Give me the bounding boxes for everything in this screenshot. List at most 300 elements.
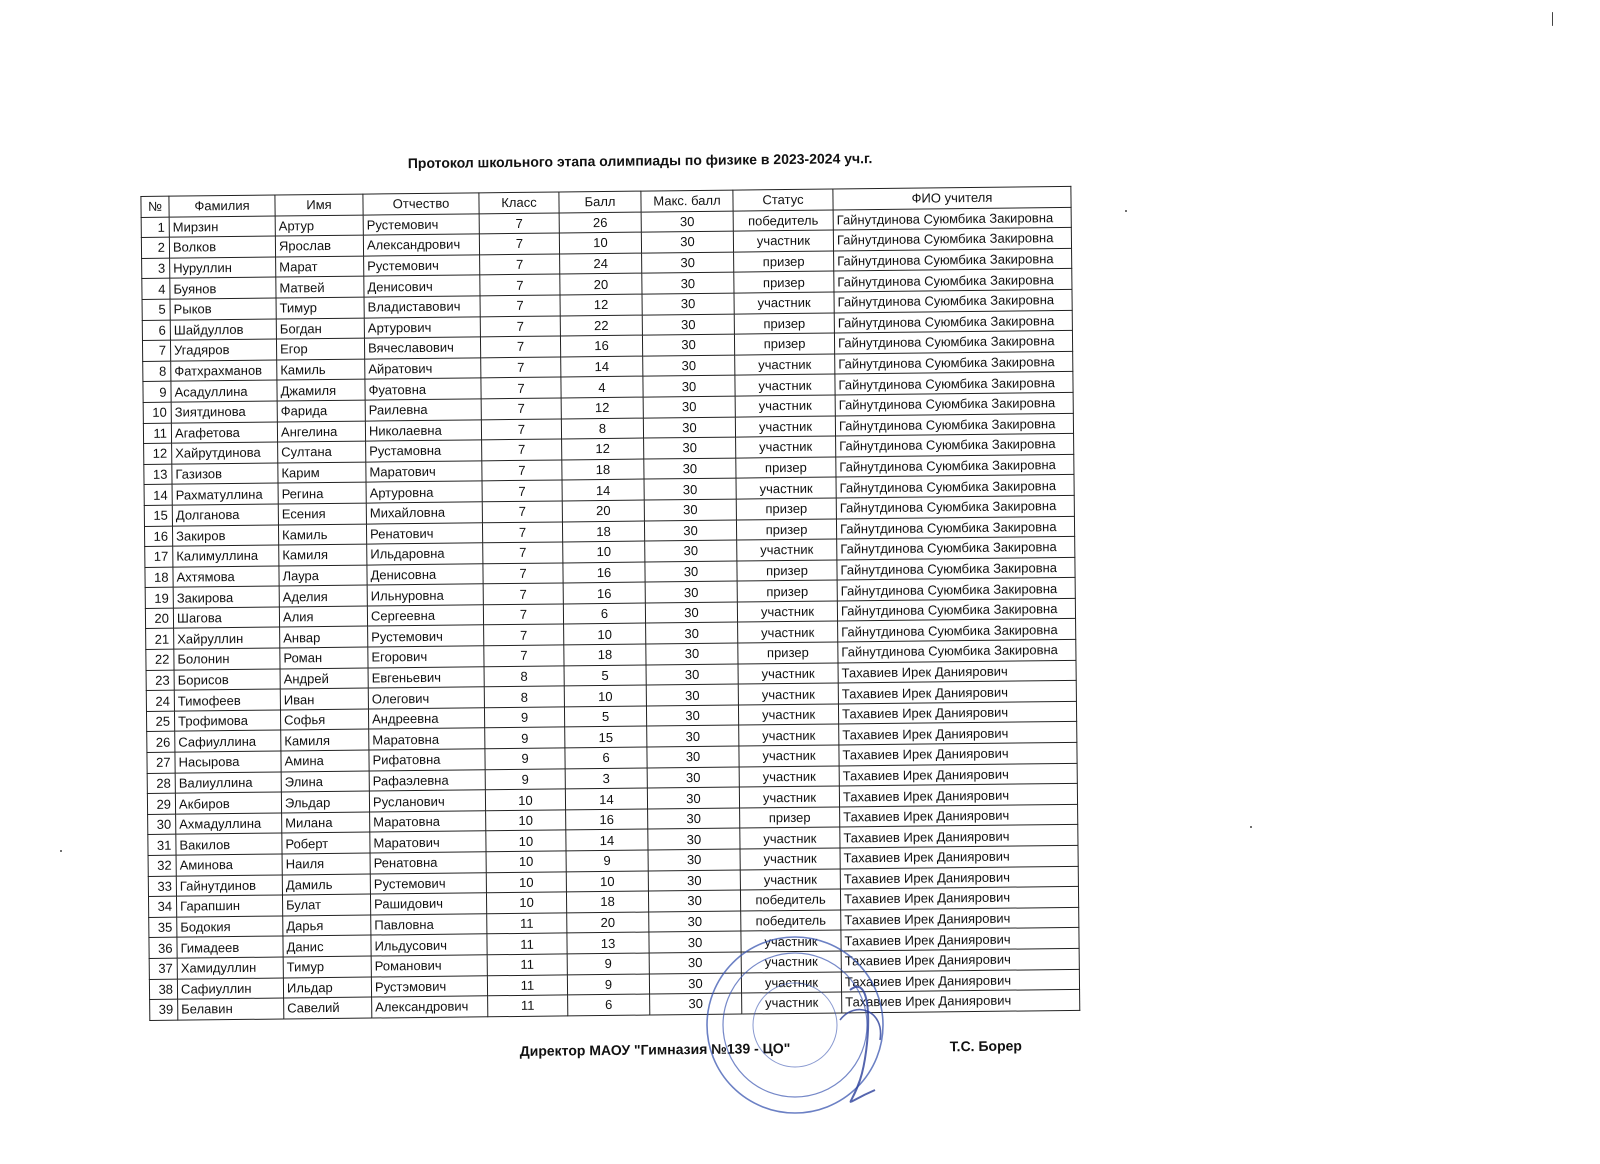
score-cell: 10 xyxy=(564,685,646,706)
surname-cell: Сафиуллин xyxy=(177,978,283,1000)
row-number: 16 xyxy=(144,526,172,547)
score-cell: 24 xyxy=(560,253,642,274)
patronymic-cell: Павловна xyxy=(371,914,487,936)
row-number: 26 xyxy=(147,732,175,753)
score-cell: 16 xyxy=(563,562,645,583)
name-cell: Артур xyxy=(275,215,363,237)
status-cell: участник xyxy=(738,704,838,726)
status-cell: участник xyxy=(738,683,838,705)
status-cell: участник xyxy=(736,477,836,499)
grade-cell: 7 xyxy=(483,563,563,584)
surname-cell: Болонин xyxy=(174,648,280,670)
surname-cell: Шайдуллов xyxy=(170,319,276,341)
table-body xyxy=(141,207,1080,1020)
status-cell: участник xyxy=(737,601,837,623)
patronymic-cell: Александрович xyxy=(372,996,488,1018)
surname-cell: Фатхрахманов xyxy=(171,360,277,382)
score-cell: 20 xyxy=(562,500,644,521)
teacher-cell: Гайнутдинова Суюмбика Закировна xyxy=(837,557,1075,580)
teacher-cell: Гайнутдинова Суюмбика Закировна xyxy=(836,434,1074,457)
score-cell: 10 xyxy=(566,871,648,892)
teacher-cell: Тахавиев Ирек Даниярович xyxy=(838,681,1076,704)
score-cell: 4 xyxy=(561,376,643,397)
row-number: 31 xyxy=(148,835,176,856)
row-number: 38 xyxy=(149,979,177,1000)
status-cell: участник xyxy=(738,663,838,685)
name-cell: Камиль xyxy=(277,359,365,381)
name-cell: Софья xyxy=(280,709,368,731)
teacher-cell: Тахавиев Ирек Даниярович xyxy=(841,928,1079,951)
row-number: 21 xyxy=(146,629,174,650)
row-number: 12 xyxy=(144,443,172,464)
surname-cell: Гарапшин xyxy=(176,895,282,917)
grade-cell: 7 xyxy=(481,357,561,378)
grade-cell: 7 xyxy=(480,295,560,316)
teacher-cell: Тахавиев Ирек Даниярович xyxy=(841,969,1079,992)
teacher-cell: Гайнутдинова Суюмбика Закировна xyxy=(835,351,1073,374)
teacher-cell: Тахавиев Ирек Даниярович xyxy=(838,660,1076,683)
teacher-cell: Гайнутдинова Суюмбика Закировна xyxy=(833,228,1071,251)
teacher-cell: Гайнутдинова Суюмбика Закировна xyxy=(834,269,1072,292)
name-cell: Алия xyxy=(279,606,367,628)
grade-cell: 10 xyxy=(486,872,566,893)
surname-cell: Насырова xyxy=(175,751,281,773)
score-cell: 22 xyxy=(560,315,642,336)
score-cell: 5 xyxy=(564,665,646,686)
grade-cell: 7 xyxy=(482,460,562,481)
score-cell: 18 xyxy=(562,521,644,542)
grade-cell: 10 xyxy=(486,830,566,851)
patronymic-cell: Егорович xyxy=(368,646,484,668)
score-cell: 6 xyxy=(563,603,645,624)
patronymic-cell: Михайловна xyxy=(366,502,482,524)
patronymic-cell: Маратович xyxy=(366,461,482,483)
max-score-cell: 30 xyxy=(643,355,735,377)
score-cell: 10 xyxy=(563,541,645,562)
teacher-cell: Гайнутдинова Суюмбика Закировна xyxy=(836,516,1074,539)
max-score-cell: 30 xyxy=(641,231,733,253)
max-score-cell: 30 xyxy=(645,540,737,562)
max-score-cell: 30 xyxy=(643,417,735,439)
score-cell: 12 xyxy=(562,438,644,459)
score-cell: 10 xyxy=(559,232,641,253)
surname-cell: Ахмадуллина xyxy=(176,813,282,835)
teacher-cell: Тахавиев Ирек Даниярович xyxy=(838,701,1076,724)
name-cell: Элина xyxy=(281,771,369,793)
patronymic-cell: Рифатовна xyxy=(369,749,485,771)
patronymic-cell: Русланович xyxy=(369,790,485,812)
teacher-cell: Тахавиев Ирек Даниярович xyxy=(840,845,1078,868)
score-cell: 3 xyxy=(565,768,647,789)
grade-cell: 7 xyxy=(479,213,559,234)
grade-cell: 7 xyxy=(482,439,562,460)
score-cell: 9 xyxy=(566,850,648,871)
max-score-cell: 30 xyxy=(646,623,738,645)
max-score-cell: 30 xyxy=(648,849,740,871)
max-score-cell: 30 xyxy=(649,952,741,974)
results-table xyxy=(140,186,1080,1021)
score-cell: 18 xyxy=(566,891,648,912)
grade-cell: 8 xyxy=(484,686,564,707)
max-score-cell: 30 xyxy=(642,334,734,356)
status-cell: участник xyxy=(739,724,839,746)
grade-cell: 7 xyxy=(482,480,562,501)
teacher-cell: Гайнутдинова Суюмбика Закировна xyxy=(837,598,1075,621)
grade-cell: 7 xyxy=(484,645,564,666)
patronymic-cell: Айратович xyxy=(365,358,481,380)
patronymic-cell: Владиставович xyxy=(364,296,480,318)
patronymic-cell: Артуровна xyxy=(366,481,482,503)
max-score-cell: 30 xyxy=(646,664,738,686)
surname-cell: Калимуллина xyxy=(173,545,279,567)
max-score-cell: 30 xyxy=(642,252,734,274)
signature-name: Т.С. Борер xyxy=(949,1037,1023,1055)
surname-cell: Волков xyxy=(169,236,275,258)
max-score-cell: 30 xyxy=(650,993,742,1015)
patronymic-cell: Ильдаровна xyxy=(367,543,483,565)
patronymic-cell: Ильнуровна xyxy=(367,584,483,606)
surname-cell: Буянов xyxy=(170,277,276,299)
status-cell: победитель xyxy=(741,910,841,932)
grade-cell: 7 xyxy=(480,254,560,275)
status-cell: участник xyxy=(738,621,838,643)
patronymic-cell: Маратовна xyxy=(370,811,486,833)
patronymic-cell: Сергеевна xyxy=(367,605,483,627)
score-cell: 6 xyxy=(565,747,647,768)
max-score-cell: 30 xyxy=(644,478,736,500)
row-number: 37 xyxy=(149,958,177,979)
document-title: Протокол школьного этапа олимпиады по физике в 2023-2024 уч.г. xyxy=(407,150,873,172)
row-number: 35 xyxy=(149,917,177,938)
status-cell: участник xyxy=(740,848,840,870)
patronymic-cell: Маратович xyxy=(370,831,486,853)
max-score-cell: 30 xyxy=(648,828,740,850)
teacher-cell: Гайнутдинова Суюмбика Закировна xyxy=(836,475,1074,498)
grade-cell: 7 xyxy=(481,398,561,419)
name-cell: Аделия xyxy=(279,585,367,607)
score-cell: 15 xyxy=(565,726,647,747)
status-cell: участник xyxy=(739,766,839,788)
score-cell: 9 xyxy=(567,953,649,974)
row-number: 29 xyxy=(147,793,175,814)
grade-cell: 10 xyxy=(485,789,565,810)
name-cell: Ангелина xyxy=(277,421,365,443)
surname-cell: Вакилов xyxy=(176,833,282,855)
max-score-cell: 30 xyxy=(647,725,739,747)
header-surname: Фамилия xyxy=(169,195,275,217)
surname-cell: Аминова xyxy=(176,854,282,876)
status-cell: призер xyxy=(737,580,837,602)
patronymic-cell: Денисович xyxy=(364,275,480,297)
surname-cell: Бодокия xyxy=(177,916,283,938)
name-cell: Богдан xyxy=(276,318,364,340)
name-cell: Регина xyxy=(278,482,366,504)
status-cell: участник xyxy=(742,992,842,1014)
header-name: Имя xyxy=(275,194,363,216)
status-cell: участник xyxy=(734,292,834,314)
teacher-cell: Тахавиев Ирек Даниярович xyxy=(840,804,1078,827)
score-cell: 16 xyxy=(566,809,648,830)
status-cell: призер xyxy=(737,560,837,582)
patronymic-cell: Рустэмович xyxy=(371,975,487,997)
surname-cell: Валиуллина xyxy=(175,772,281,794)
patronymic-cell: Фуатовна xyxy=(365,378,481,400)
surname-cell: Трофимова xyxy=(174,710,280,732)
status-cell: участник xyxy=(735,416,835,438)
row-number: 28 xyxy=(147,773,175,794)
teacher-cell: Гайнутдинова Суюмбика Закировна xyxy=(835,392,1073,415)
row-number: 19 xyxy=(145,587,173,608)
name-cell: Камиля xyxy=(281,729,369,751)
surname-cell: Газизов xyxy=(172,463,278,485)
footer xyxy=(150,1026,1110,1066)
max-score-cell: 30 xyxy=(642,314,734,336)
patronymic-cell: Рустемович xyxy=(364,255,480,277)
score-cell: 14 xyxy=(562,479,644,500)
score-cell: 16 xyxy=(563,582,645,603)
max-score-cell: 30 xyxy=(644,458,736,480)
name-cell: Ильдар xyxy=(283,977,371,999)
grade-cell: 7 xyxy=(481,377,561,398)
header-grade: Класс xyxy=(479,192,559,213)
name-cell: Эльдар xyxy=(281,791,369,813)
row-number: 11 xyxy=(143,423,171,444)
surname-cell: Сафиуллина xyxy=(175,730,281,752)
row-number: 1 xyxy=(141,217,169,238)
director-label: Директор МАОУ "Гимназия №139 - ЦО" xyxy=(519,1039,791,1059)
surname-cell: Рахматуллина xyxy=(172,483,278,505)
name-cell: Наиля xyxy=(282,853,370,875)
scan-speck xyxy=(1250,826,1252,828)
status-cell: участник xyxy=(733,230,833,252)
patronymic-cell: Рафаэлевна xyxy=(369,769,485,791)
scan-speck xyxy=(1125,210,1127,212)
name-cell: Фарида xyxy=(277,400,365,422)
scan-mark xyxy=(1552,12,1553,26)
status-cell: победитель xyxy=(740,889,840,911)
status-cell: участник xyxy=(739,745,839,767)
row-number: 15 xyxy=(144,505,172,526)
grade-cell: 7 xyxy=(482,521,562,542)
status-cell: призер xyxy=(736,518,836,540)
max-score-cell: 30 xyxy=(642,272,734,294)
surname-cell: Хайруллин xyxy=(174,627,280,649)
teacher-cell: Тахавиев Ирек Даниярович xyxy=(839,763,1077,786)
max-score-cell: 30 xyxy=(644,520,736,542)
score-cell: 18 xyxy=(564,644,646,665)
name-cell: Булат xyxy=(282,894,370,916)
max-score-cell: 30 xyxy=(644,499,736,521)
grade-cell: 7 xyxy=(480,316,560,337)
surname-cell: Хайрутдинова xyxy=(172,442,278,464)
max-score-cell: 30 xyxy=(647,787,739,809)
surname-cell: Тимофеев xyxy=(174,689,280,711)
header-max-score: Макс. балл xyxy=(641,190,733,212)
score-cell: 12 xyxy=(560,294,642,315)
max-score-cell: 30 xyxy=(646,684,738,706)
name-cell: Андрей xyxy=(280,668,368,690)
teacher-cell: Гайнутдинова Суюмбика Закировна xyxy=(835,413,1073,436)
grade-cell: 11 xyxy=(487,933,567,954)
max-score-cell: 30 xyxy=(646,643,738,665)
status-cell: участник xyxy=(735,395,835,417)
score-cell: 13 xyxy=(567,932,649,953)
surname-cell: Асадуллина xyxy=(171,380,277,402)
name-cell: Джамиля xyxy=(277,379,365,401)
grade-cell: 10 xyxy=(486,851,566,872)
row-number: 14 xyxy=(144,484,172,505)
score-cell: 6 xyxy=(568,994,650,1015)
score-cell: 9 xyxy=(567,974,649,995)
teacher-cell: Гайнутдинова Суюмбика Закировна xyxy=(838,619,1076,642)
grade-cell: 11 xyxy=(488,995,568,1016)
name-cell: Амина xyxy=(281,750,369,772)
max-score-cell: 30 xyxy=(649,931,741,953)
score-cell: 20 xyxy=(567,912,649,933)
grade-cell: 7 xyxy=(479,233,559,254)
max-score-cell: 30 xyxy=(645,561,737,583)
status-cell: участник xyxy=(741,951,841,973)
teacher-cell: Гайнутдинова Суюмбика Закировна xyxy=(834,331,1072,354)
surname-cell: Закирова xyxy=(173,586,279,608)
score-cell: 16 xyxy=(560,335,642,356)
teacher-cell: Гайнутдинова Суюмбика Закировна xyxy=(836,454,1074,477)
name-cell: Данис xyxy=(283,935,371,957)
surname-cell: Гимадеев xyxy=(177,936,283,958)
patronymic-cell: Евгеньевич xyxy=(368,666,484,688)
name-cell: Савелий xyxy=(284,997,372,1019)
teacher-cell: Гайнутдинова Суюмбика Закировна xyxy=(836,495,1074,518)
row-number: 25 xyxy=(146,711,174,732)
patronymic-cell: Рустамовна xyxy=(366,440,482,462)
row-number: 5 xyxy=(142,299,170,320)
row-number: 23 xyxy=(146,670,174,691)
status-cell: участник xyxy=(741,972,841,994)
teacher-cell: Гайнутдинова Суюмбика Закировна xyxy=(834,310,1072,333)
status-cell: участник xyxy=(741,930,841,952)
max-score-cell: 30 xyxy=(647,746,739,768)
max-score-cell: 30 xyxy=(644,437,736,459)
name-cell: Милана xyxy=(282,812,370,834)
teacher-cell: Тахавиев Ирек Даниярович xyxy=(839,784,1077,807)
grade-cell: 7 xyxy=(484,624,564,645)
grade-cell: 10 xyxy=(486,810,566,831)
max-score-cell: 30 xyxy=(643,375,735,397)
teacher-cell: Тахавиев Ирек Даниярович xyxy=(840,887,1078,910)
max-score-cell: 30 xyxy=(648,808,740,830)
row-number: 24 xyxy=(146,690,174,711)
teacher-cell: Тахавиев Ирек Даниярович xyxy=(841,948,1079,971)
surname-cell: Борисов xyxy=(174,669,280,691)
patronymic-cell: Олегович xyxy=(368,687,484,709)
surname-cell: Долганова xyxy=(172,504,278,526)
patronymic-cell: Рустемович xyxy=(368,625,484,647)
row-number: 9 xyxy=(143,382,171,403)
name-cell: Султана xyxy=(278,441,366,463)
surname-cell: Зиятдинова xyxy=(171,401,277,423)
name-cell: Матвей xyxy=(276,276,364,298)
name-cell: Егор xyxy=(276,338,364,360)
max-score-cell: 30 xyxy=(643,396,735,418)
grade-cell: 7 xyxy=(480,274,560,295)
max-score-cell: 30 xyxy=(641,211,733,233)
max-score-cell: 30 xyxy=(648,870,740,892)
teacher-cell: Гайнутдинова Суюмбика Закировна xyxy=(833,207,1071,230)
status-cell: призер xyxy=(740,807,840,829)
name-cell: Ярослав xyxy=(275,235,363,257)
score-cell: 14 xyxy=(566,829,648,850)
row-number: 18 xyxy=(145,567,173,588)
max-score-cell: 30 xyxy=(646,705,738,727)
row-number: 36 xyxy=(149,938,177,959)
scan-speck xyxy=(60,850,62,852)
surname-cell: Акбиров xyxy=(175,792,281,814)
name-cell: Марат xyxy=(276,256,364,278)
score-cell: 18 xyxy=(562,459,644,480)
row-number: 13 xyxy=(144,464,172,485)
max-score-cell: 30 xyxy=(649,973,741,995)
teacher-cell: Тахавиев Ирек Даниярович xyxy=(840,825,1078,848)
surname-cell: Белавин xyxy=(178,998,284,1020)
surname-cell: Гайнутдинов xyxy=(176,875,282,897)
row-number: 17 xyxy=(145,546,173,567)
grade-cell: 8 xyxy=(484,666,564,687)
score-cell: 10 xyxy=(564,624,646,645)
grade-cell: 7 xyxy=(483,542,563,563)
status-cell: победитель xyxy=(733,210,833,232)
name-cell: Камиля xyxy=(279,544,367,566)
status-cell: призер xyxy=(734,271,834,293)
status-cell: участник xyxy=(736,436,836,458)
surname-cell: Агафетова xyxy=(171,422,277,444)
grade-cell: 7 xyxy=(482,501,562,522)
patronymic-cell: Рустемович xyxy=(370,872,486,894)
name-cell: Лаура xyxy=(279,565,367,587)
teacher-cell: Тахавиев Ирек Даниярович xyxy=(842,990,1080,1013)
name-cell: Тимур xyxy=(276,297,364,319)
row-number: 34 xyxy=(148,896,176,917)
row-number: 22 xyxy=(146,649,174,670)
row-number: 8 xyxy=(143,361,171,382)
status-cell: призер xyxy=(734,313,834,335)
header-number: № xyxy=(141,196,169,217)
grade-cell: 7 xyxy=(483,604,563,625)
grade-cell: 9 xyxy=(485,748,565,769)
max-score-cell: 30 xyxy=(645,602,737,624)
patronymic-cell: Вячеславович xyxy=(364,337,480,359)
status-cell: призер xyxy=(734,333,834,355)
grade-cell: 11 xyxy=(487,954,567,975)
teacher-cell: Гайнутдинова Суюмбика Закировна xyxy=(837,537,1075,560)
score-cell: 26 xyxy=(559,212,641,233)
patronymic-cell: Рашидович xyxy=(370,893,486,915)
max-score-cell: 30 xyxy=(648,890,740,912)
teacher-cell: Гайнутдинова Суюмбика Закировна xyxy=(834,248,1072,271)
official-stamp xyxy=(700,930,890,1120)
surname-cell: Нуруллин xyxy=(170,257,276,279)
teacher-cell: Гайнутдинова Суюмбика Закировна xyxy=(837,578,1075,601)
score-cell: 8 xyxy=(561,418,643,439)
grade-cell: 11 xyxy=(487,913,567,934)
max-score-cell: 30 xyxy=(645,581,737,603)
grade-cell: 9 xyxy=(485,769,565,790)
grade-cell: 10 xyxy=(486,892,566,913)
patronymic-cell: Ренатович xyxy=(366,522,482,544)
grade-cell: 9 xyxy=(485,727,565,748)
patronymic-cell: Рустемович xyxy=(363,213,479,235)
teacher-cell: Тахавиев Ирек Даниярович xyxy=(839,742,1077,765)
surname-cell: Закиров xyxy=(172,525,278,547)
